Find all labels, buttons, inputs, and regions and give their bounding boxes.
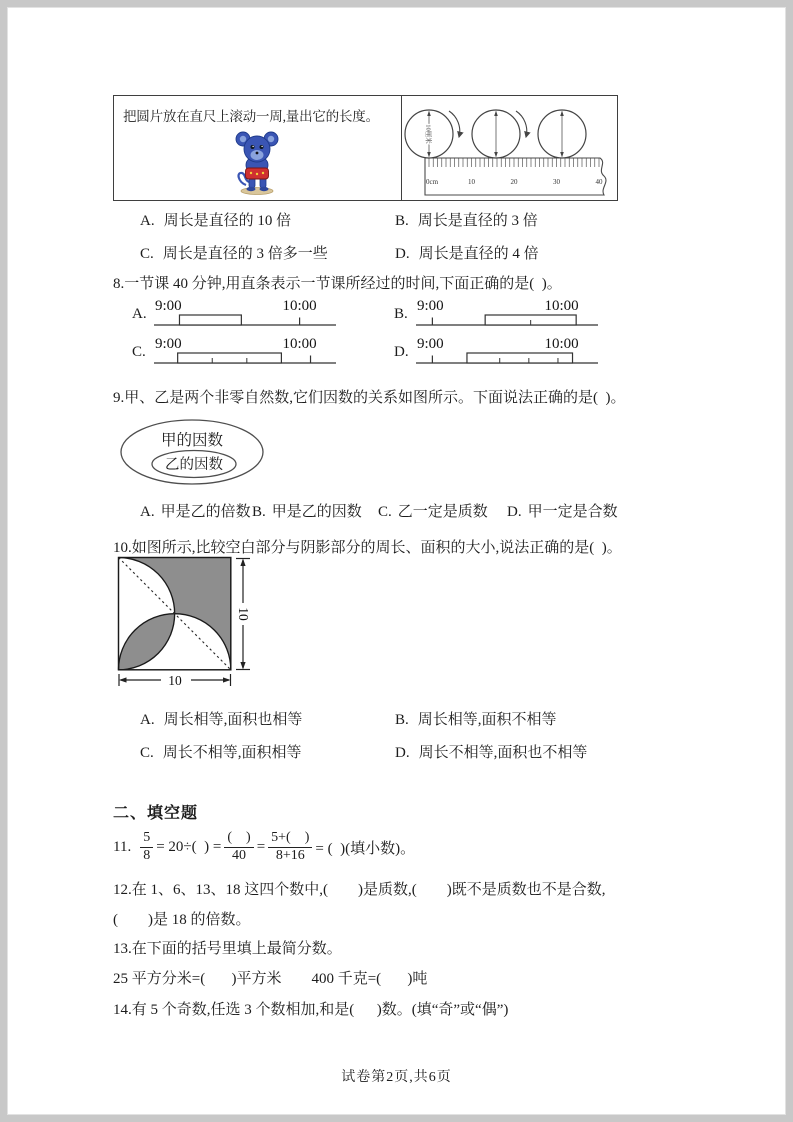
- q10-option-c: C. 周长不相等,面积相等: [140, 745, 302, 761]
- diameter-label: 10厘米: [424, 124, 432, 144]
- q7-option-c: [140, 242, 328, 263]
- option-label: B.: [395, 213, 409, 229]
- q10-option-b: B. 周长相等,面积不相等: [395, 712, 557, 728]
- svg-text:10:00: 10:00: [282, 336, 317, 352]
- q11-eq-2: =: [256, 838, 266, 855]
- svg-text:9:00: 9:00: [417, 298, 444, 314]
- svg-text:10:00: 10:00: [544, 336, 579, 352]
- option-text: 周长是直径的 4 倍: [418, 246, 539, 262]
- ruler-body: [425, 158, 606, 195]
- q7-option-d: [395, 242, 539, 263]
- shaded-square-figure: [117, 556, 267, 692]
- venn-outer-label: 甲的因数: [160, 432, 224, 449]
- timeline-diagram: [154, 336, 346, 372]
- q10-option-a: A. 周长相等,面积也相等: [140, 712, 303, 728]
- q12-line-1: 12.在 1、6、13、18 这四个数中,( )是质数,( )既不是质数也不是合数,: [113, 882, 606, 898]
- option-label: A.: [140, 213, 155, 229]
- q9-option-a: A. 甲是乙的倍数: [140, 504, 251, 520]
- option-label: D.: [395, 246, 410, 262]
- venn-outer-ellipse: [121, 420, 263, 484]
- q9-option-c: C. 乙一定是质数: [378, 504, 488, 520]
- mouse-cartoon-image: [234, 128, 280, 198]
- q11-fraction-2: $\frac{( )}{40}$: [224, 830, 253, 865]
- q9-stem: 9.甲、乙是两个非零自然数,它们因数的关系如图所示。下面说法正确的是( )。: [113, 390, 626, 406]
- q8-timeline-b: [416, 298, 608, 334]
- q10-option-d: D. 周长不相等,面积也不相等: [395, 745, 588, 761]
- ruler-ticks: [429, 159, 599, 168]
- svg-text:10:00: 10:00: [282, 298, 317, 314]
- bottom-length-label: 10: [168, 673, 182, 688]
- q11-fraction-1: $\frac{5}{8}$: [140, 830, 153, 865]
- svg-text:9:00: 9:00: [155, 298, 182, 314]
- q8-label-d: D.: [394, 344, 409, 360]
- q12-line-2: ( )是 18 的倍数。: [113, 912, 251, 928]
- venn-diagram: [115, 416, 280, 492]
- q8-timeline-d: [416, 336, 608, 372]
- rolling-circle-1: [405, 110, 460, 158]
- q11-eq-3: = ( )(填小数)。: [315, 840, 416, 857]
- page-footer: 试卷第2页,共6页: [341, 1070, 452, 1085]
- section-2-title: 二、填空题: [113, 805, 199, 822]
- svg-text:9:00: 9:00: [417, 336, 444, 352]
- q8-label-a: A.: [132, 306, 147, 322]
- option-label: C.: [140, 246, 154, 262]
- ruler-label-40: 40: [595, 178, 603, 186]
- rolling-circle-3: [538, 110, 586, 158]
- side-length-label: 10: [236, 607, 251, 621]
- q11-number: 11.: [113, 838, 132, 855]
- option-text: 周长是直径的 3 倍多一些: [162, 246, 328, 262]
- ruler-label-10: 10: [468, 178, 475, 186]
- svg-text:10:00: 10:00: [544, 298, 579, 314]
- timeline-diagram: [154, 298, 346, 334]
- ruler-label-30: 30: [553, 178, 560, 186]
- timeline-diagram: [416, 298, 608, 334]
- option-text: 周长是直径的 3 倍: [417, 213, 538, 229]
- venn-inner-label: 乙的因数: [165, 457, 223, 473]
- q11-line: [113, 826, 415, 868]
- q13-line-1: 13.在下面的括号里填上最简分数。: [113, 941, 342, 957]
- ruler-label-20: 20: [510, 178, 518, 186]
- q11-fraction-3: $\frac{5+( )}{8+16}$: [268, 830, 312, 865]
- q9-option-d: D. 甲一定是合数: [507, 504, 618, 520]
- q7-prompt: 把圆片放在直尺上滚动一周,量出它的长度。: [123, 109, 379, 124]
- q8-stem: 8.一节课 40 分钟,用直条表示一节课所经过的时间,下面正确的是( )。: [113, 276, 562, 292]
- timeline-diagram: [416, 336, 608, 372]
- q14-line: 14.有 5 个奇数,任选 3 个数相加,和是( )数。(填“奇”或“偶”): [113, 1002, 509, 1018]
- q8-timeline-a: [154, 298, 346, 334]
- q8-label-c: C.: [132, 344, 146, 360]
- option-text: 周长是直径的 10 倍: [163, 213, 292, 229]
- q11-eq-1: = 20÷( ) =: [156, 838, 222, 855]
- svg-text:9:00: 9:00: [155, 336, 182, 352]
- rolling-circle-2: [472, 110, 527, 158]
- q8-timeline-c: [154, 336, 346, 372]
- ruler-illustration: [403, 98, 617, 200]
- q8-label-b: B.: [394, 306, 408, 322]
- q13-line-2: 25 平方分米=( )平方米 400 千克=( )吨: [113, 971, 428, 987]
- q7-option-b: [395, 209, 538, 230]
- q10-stem: 10.如图所示,比较空白部分与阴影部分的周长、面积的大小,说法正确的是( )。: [113, 540, 622, 556]
- q9-option-b: B. 甲是乙的因数: [252, 504, 362, 520]
- ruler-label-0: 0cm: [426, 178, 439, 186]
- q7-option-a: [140, 209, 291, 230]
- q7-figure-box: [113, 95, 618, 201]
